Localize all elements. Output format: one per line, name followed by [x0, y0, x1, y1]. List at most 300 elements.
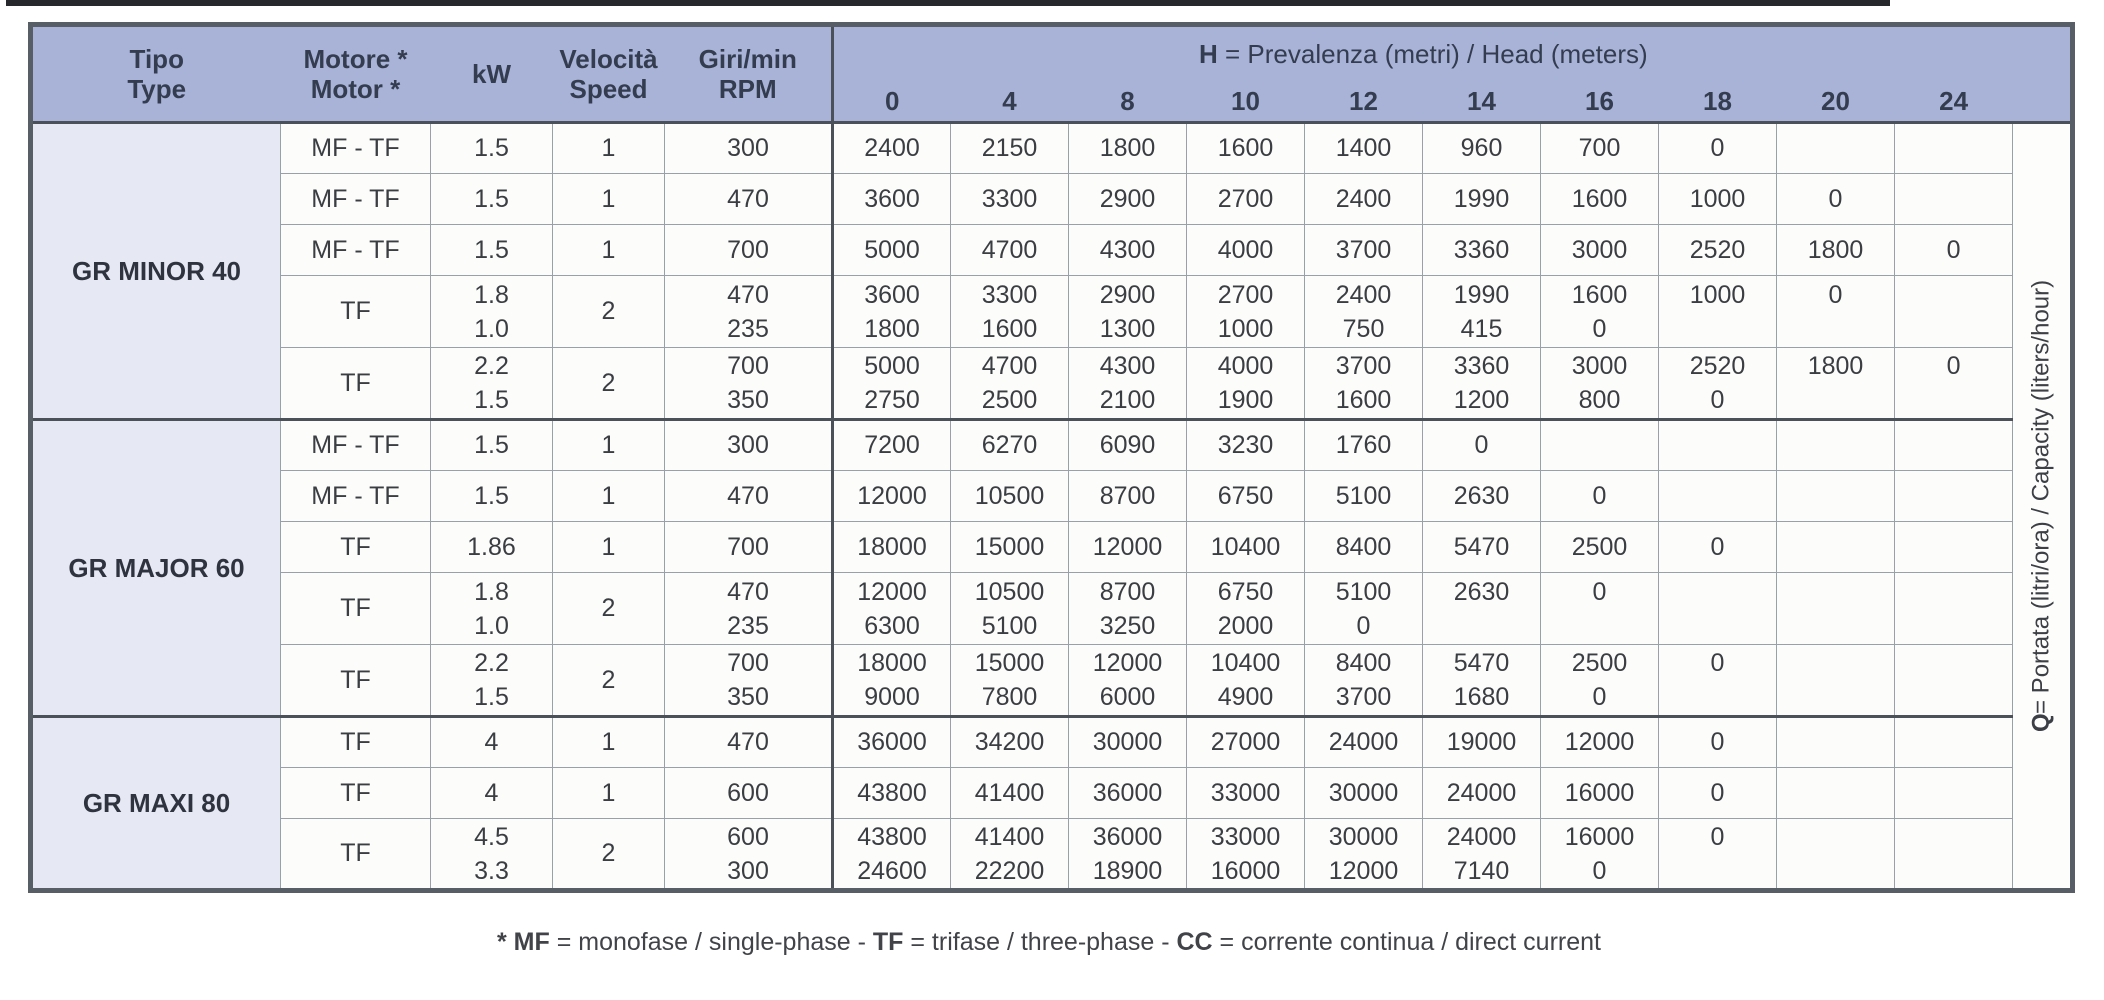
rpm-cell-line: 235 — [727, 611, 769, 640]
motor-cell: MF - TF — [281, 123, 431, 174]
capacity-cell-line: 0 — [1592, 577, 1607, 606]
header-velocita-line2: Speed — [569, 74, 648, 104]
capacity-cell-line — [1895, 383, 2012, 417]
table-row — [31, 123, 2073, 174]
capacity-cell: 12000 — [833, 471, 951, 522]
capacity-cell: 0 — [1895, 225, 2013, 276]
header-rpm-line2: RPM — [718, 74, 777, 104]
capacity-cell-line: 4000 — [1217, 352, 1274, 380]
motor-cell: TF — [281, 573, 431, 645]
capacity-cell: 10400 — [1187, 522, 1305, 573]
header-rpm-line1: Giri/min — [698, 44, 797, 74]
rpm-cell: 470 — [665, 471, 833, 522]
kw-cell: 1.5 — [431, 174, 553, 225]
capacity-cell-line — [1659, 312, 1776, 346]
capacity-cell-line — [1895, 854, 2012, 888]
capacity-cell: 2900 — [1069, 174, 1187, 225]
capacity-cell-line: 12000 — [857, 577, 927, 606]
capacity-cell — [1777, 819, 1895, 891]
capacity-cell-line: 3600 — [864, 280, 920, 309]
capacity-cell-line: 2520 — [1689, 352, 1746, 380]
capacity-cell-line: 8400 — [1335, 649, 1392, 677]
footnote-segment: TF — [872, 928, 904, 956]
capacity-cell-line: 0 — [1710, 386, 1725, 414]
capacity-cell-line: 18000 — [857, 649, 927, 677]
capacity-cell — [1895, 420, 2013, 471]
kw-cell — [431, 819, 553, 891]
capacity-cell: 24000 — [1305, 717, 1423, 768]
table-row — [31, 645, 2073, 717]
footnote-segment: = corrente continua / direct current — [1212, 928, 1601, 956]
capacity-cell — [1069, 573, 1187, 645]
kw-cell-line: 1.8 — [474, 577, 509, 606]
rpm-cell-line: 470 — [727, 577, 769, 606]
capacity-cell: 6270 — [951, 420, 1069, 471]
capacity-cell-line: 6300 — [864, 611, 920, 640]
head-value-18: 18 — [1659, 81, 1777, 123]
head-value-14: 14 — [1423, 81, 1541, 123]
capacity-cell-line: 36000 — [1092, 822, 1163, 851]
capacity-cell — [833, 348, 951, 420]
header-velocita-line1: Velocità — [559, 44, 658, 74]
capacity-cell — [1187, 348, 1305, 420]
capacity-cell — [1895, 471, 2013, 522]
capacity-cell: 0 — [1423, 420, 1541, 471]
capacity-cell-line: 1990 — [1453, 280, 1510, 309]
head-value-4: 4 — [951, 81, 1069, 123]
motor-cell: TF — [281, 645, 431, 717]
capacity-cell: 0 — [1659, 123, 1777, 174]
capacity-cell — [1069, 819, 1187, 891]
kw-cell: 1.86 — [431, 522, 553, 573]
capacity-cell — [1187, 276, 1305, 348]
header-motore-line1: Motore * — [303, 44, 408, 74]
capacity-cell — [1659, 645, 1777, 717]
rpm-cell: 300 — [665, 420, 833, 471]
capacity-cell: 3300 — [951, 174, 1069, 225]
capacity-cell: 5000 — [833, 225, 951, 276]
capacity-cell-line: 2000 — [1217, 611, 1274, 640]
head-value-12: 12 — [1305, 81, 1423, 123]
capacity-cell — [951, 819, 1069, 891]
capacity-cell — [1895, 819, 2013, 891]
footnote-segment: = trifase / three-phase - — [903, 928, 1177, 956]
capacity-cell-line: 415 — [1460, 314, 1503, 343]
capacity-cell-line: 10400 — [1210, 649, 1281, 677]
capacity-cell-line: 2400 — [1335, 280, 1392, 309]
column-header-q-corner — [2013, 25, 2073, 123]
capacity-cell-line: 4700 — [981, 352, 1038, 380]
capacity-cell — [1541, 819, 1659, 891]
speed-cell: 1 — [553, 174, 665, 225]
head-value-20: 20 — [1777, 81, 1895, 123]
kw-cell: 1.5 — [431, 123, 553, 174]
capacity-cell-line: 1600 — [1335, 386, 1392, 414]
capacity-cell: 1600 — [1187, 123, 1305, 174]
capacity-cell: 2500 — [1541, 522, 1659, 573]
capacity-cell: 8700 — [1069, 471, 1187, 522]
capacity-cell: 5470 — [1423, 522, 1541, 573]
rpm-cell — [665, 276, 833, 348]
capacity-cell — [951, 645, 1069, 717]
capacity-cell — [1777, 420, 1895, 471]
head-group-prefix: H — [1199, 38, 1218, 69]
capacity-cell-line — [1777, 383, 1894, 417]
capacity-cell — [1187, 819, 1305, 891]
rpm-cell: 470 — [665, 717, 833, 768]
capacity-cell-line: 1680 — [1453, 683, 1510, 711]
kw-cell: 1.5 — [431, 225, 553, 276]
capacity-cell-line — [1895, 278, 2012, 312]
capacity-cell-line — [1777, 680, 1894, 714]
rpm-cell: 700 — [665, 225, 833, 276]
capacity-cell — [833, 276, 951, 348]
capacity-cell: 41400 — [951, 768, 1069, 819]
capacity-cell — [833, 645, 951, 717]
capacity-cell: 18000 — [833, 522, 951, 573]
rpm-cell — [665, 645, 833, 717]
kw-cell-line: 1.8 — [474, 280, 509, 309]
capacity-cell — [1659, 471, 1777, 522]
capacity-cell: 1800 — [1777, 225, 1895, 276]
motor-cell: TF — [281, 522, 431, 573]
capacity-cell-line: 1000 — [1217, 314, 1274, 343]
capacity-cell — [1541, 645, 1659, 717]
capacity-cell: 2400 — [1305, 174, 1423, 225]
rpm-cell: 700 — [665, 522, 833, 573]
header-motore-line2: Motor * — [310, 74, 401, 104]
capacity-cell: 1400 — [1305, 123, 1423, 174]
capacity-cell — [1305, 819, 1423, 891]
capacity-cell-line: 3300 — [981, 280, 1038, 309]
capacity-cell-line: 5100 — [1335, 577, 1392, 606]
capacity-cell-line: 4300 — [1099, 352, 1156, 380]
capacity-cell — [1541, 420, 1659, 471]
capacity-cell-line — [1659, 609, 1776, 643]
header-tipo-line2: Type — [127, 74, 187, 104]
kw-cell: 4 — [431, 717, 553, 768]
capacity-cell — [1777, 645, 1895, 717]
section-name: GR MINOR 40 — [31, 123, 281, 420]
speed-cell: 2 — [553, 348, 665, 420]
capacity-cell-line: 2500 — [981, 386, 1038, 414]
motor-cell: TF — [281, 768, 431, 819]
capacity-cell — [1659, 276, 1777, 348]
column-header-kw — [431, 25, 553, 123]
speed-cell: 1 — [553, 123, 665, 174]
kw-cell-line: 2.2 — [474, 352, 509, 380]
capacity-cell-line: 12000 — [1328, 856, 1399, 885]
footnote-segment: CC — [1176, 928, 1213, 956]
head-value-8: 8 — [1069, 81, 1187, 123]
head-value-0: 0 — [833, 81, 951, 123]
capacity-cell — [1777, 348, 1895, 420]
capacity-cell-line: 3000 — [1571, 352, 1628, 380]
speed-cell: 1 — [553, 420, 665, 471]
capacity-cell — [1659, 420, 1777, 471]
kw-cell-line: 1.5 — [474, 683, 509, 711]
capacity-cell: 2150 — [951, 123, 1069, 174]
capacity-cell-line — [1777, 820, 1894, 854]
capacity-cell-line: 0 — [1592, 683, 1607, 711]
speed-cell: 2 — [553, 645, 665, 717]
kw-cell: 1.5 — [431, 471, 553, 522]
speed-cell: 1 — [553, 522, 665, 573]
capacity-cell: 2700 — [1187, 174, 1305, 225]
capacity-cell — [1777, 768, 1895, 819]
capacity-cell: 3700 — [1305, 225, 1423, 276]
capacity-cell — [1777, 522, 1895, 573]
q-axis-label-cell — [2013, 123, 2073, 891]
capacity-cell: 24000 — [1423, 768, 1541, 819]
capacity-cell — [1777, 573, 1895, 645]
capacity-cell-line: 2630 — [1453, 577, 1510, 606]
capacity-cell — [1659, 348, 1777, 420]
capacity-cell-line: 0 — [1828, 280, 1843, 309]
capacity-cell: 3600 — [833, 174, 951, 225]
table-row — [31, 573, 2073, 645]
kw-cell-line: 2.2 — [474, 649, 509, 677]
capacity-cell-line: 24000 — [1446, 822, 1517, 851]
capacity-cell-line: 9000 — [864, 683, 920, 711]
capacity-cell — [1069, 645, 1187, 717]
capacity-cell: 6090 — [1069, 420, 1187, 471]
section-name: GR MAJOR 60 — [31, 420, 281, 717]
capacity-cell — [1305, 348, 1423, 420]
capacity-cell: 0 — [1659, 768, 1777, 819]
capacity-cell-line — [1777, 646, 1894, 680]
capacity-cell: 960 — [1423, 123, 1541, 174]
capacity-cell — [1895, 645, 2013, 717]
head-value-10: 10 — [1187, 81, 1305, 123]
rpm-cell-line: 600 — [727, 822, 769, 851]
capacity-cell-line: 2900 — [1099, 280, 1156, 309]
capacity-cell: 12000 — [1541, 717, 1659, 768]
capacity-cell — [1777, 471, 1895, 522]
capacity-cell: 0 — [1659, 522, 1777, 573]
rpm-cell-line: 700 — [727, 649, 769, 677]
capacity-cell-line — [1659, 680, 1776, 714]
capacity-cell-line: 2500 — [1571, 649, 1628, 677]
table-row — [31, 522, 2073, 573]
table-row — [31, 348, 2073, 420]
capacity-cell-line: 7800 — [981, 683, 1038, 711]
capacity-cell — [951, 276, 1069, 348]
motor-cell: TF — [281, 276, 431, 348]
capacity-cell-line: 1600 — [1571, 280, 1628, 309]
capacity-cell-line: 1000 — [1689, 280, 1746, 309]
kw-cell — [431, 276, 553, 348]
capacity-cell-line — [1777, 854, 1894, 888]
capacity-cell: 3000 — [1541, 225, 1659, 276]
rpm-cell-line: 300 — [727, 856, 769, 885]
capacity-cell — [1423, 348, 1541, 420]
capacity-cell-line: 10500 — [974, 577, 1045, 606]
capacity-cell-line: 24600 — [857, 856, 927, 885]
table-row — [31, 225, 2073, 276]
capacity-cell: 4000 — [1187, 225, 1305, 276]
capacity-cell: 30000 — [1069, 717, 1187, 768]
capacity-cell-line: 750 — [1342, 314, 1385, 343]
capacity-cell-line: 2700 — [1217, 280, 1274, 309]
table-row — [31, 174, 2073, 225]
capacity-cell-line — [1895, 646, 2012, 680]
capacity-cell — [1777, 276, 1895, 348]
rpm-cell-line: 235 — [727, 314, 769, 343]
capacity-cell: 7200 — [833, 420, 951, 471]
column-header-tipo — [31, 25, 281, 123]
capacity-cell — [833, 573, 951, 645]
capacity-cell-line: 5470 — [1453, 649, 1510, 677]
motor-cell: MF - TF — [281, 420, 431, 471]
table-row — [31, 471, 2073, 522]
capacity-cell-line: 3360 — [1453, 352, 1510, 380]
capacity-cell — [1777, 717, 1895, 768]
capacity-cell — [951, 348, 1069, 420]
rpm-cell-line: 700 — [727, 352, 769, 380]
capacity-cell: 15000 — [951, 522, 1069, 573]
kw-cell: 1.5 — [431, 420, 553, 471]
capacity-cell — [1895, 717, 2013, 768]
capacity-cell — [1305, 573, 1423, 645]
head-value-24: 24 — [1895, 81, 2013, 123]
capacity-cell: 3360 — [1423, 225, 1541, 276]
capacity-cell-line: 18900 — [1092, 856, 1163, 885]
capacity-cell-line: 43800 — [857, 822, 927, 851]
kw-cell-line: 1.0 — [474, 314, 509, 343]
rpm-cell: 470 — [665, 174, 833, 225]
capacity-cell — [1895, 573, 2013, 645]
rpm-cell: 600 — [665, 768, 833, 819]
head-value-16: 16 — [1541, 81, 1659, 123]
capacity-cell — [1541, 573, 1659, 645]
capacity-cell: 36000 — [833, 717, 951, 768]
speed-cell: 2 — [553, 276, 665, 348]
capacity-cell-line: 6000 — [1099, 683, 1156, 711]
capacity-cell-line: 3700 — [1335, 352, 1392, 380]
capacity-cell-line: 5000 — [864, 352, 920, 380]
capacity-cell-line — [1895, 312, 2012, 346]
capacity-cell: 0 — [1541, 471, 1659, 522]
column-header-velocita — [553, 25, 665, 123]
capacity-cell-line — [1777, 609, 1894, 643]
header-tipo-line1: Tipo — [129, 44, 184, 74]
q-axis-label: Q = Portata (litri/ora) / Capacity (liters/hour) — [2027, 279, 2055, 733]
capacity-cell: 6750 — [1187, 471, 1305, 522]
capacity-cell: 0 — [1777, 174, 1895, 225]
capacity-cell-line — [1895, 609, 2012, 643]
head-group-label: = Prevalenza (metri) / Head (meters) — [1217, 38, 1648, 69]
capacity-cell-line: 16000 — [1564, 822, 1635, 851]
capacity-cell: 0 — [1659, 717, 1777, 768]
capacity-cell: 2400 — [833, 123, 951, 174]
table-row — [31, 768, 2073, 819]
motor-cell: TF — [281, 819, 431, 891]
capacity-cell — [1659, 573, 1777, 645]
kw-cell: 4 — [431, 768, 553, 819]
table-row — [31, 819, 2073, 891]
capacity-cell — [1541, 348, 1659, 420]
motor-cell: MF - TF — [281, 174, 431, 225]
footnote-segment: * MF — [497, 928, 550, 956]
capacity-cell: 34200 — [951, 717, 1069, 768]
capacity-cell — [1895, 768, 2013, 819]
capacity-cell — [1895, 522, 2013, 573]
capacity-cell-line: 0 — [1710, 649, 1725, 677]
header-kw-line1: kW — [472, 59, 511, 89]
speed-cell: 2 — [553, 819, 665, 891]
capacity-cell-line: 1800 — [864, 314, 920, 343]
section-name: GR MAXI 80 — [31, 717, 281, 891]
speed-cell: 1 — [553, 717, 665, 768]
column-header-motore — [281, 25, 431, 123]
capacity-cell-line: 33000 — [1210, 822, 1281, 851]
capacity-cell-line — [1659, 575, 1776, 609]
column-header-head-group — [833, 25, 2013, 81]
capacity-cell-line: 2750 — [864, 386, 920, 414]
capacity-cell-line: 2100 — [1099, 386, 1156, 414]
capacity-cell — [1541, 276, 1659, 348]
kw-cell-line: 1.5 — [474, 386, 509, 414]
capacity-cell: 2630 — [1423, 471, 1541, 522]
column-header-rpm — [665, 25, 833, 123]
speed-cell: 1 — [553, 225, 665, 276]
capacity-cell: 1600 — [1541, 174, 1659, 225]
capacity-cell — [1423, 276, 1541, 348]
kw-cell — [431, 645, 553, 717]
capacity-cell: 4300 — [1069, 225, 1187, 276]
capacity-cell-line: 7140 — [1453, 856, 1510, 885]
capacity-cell — [1895, 123, 2013, 174]
motor-cell: MF - TF — [281, 225, 431, 276]
capacity-cell: 36000 — [1069, 768, 1187, 819]
speed-cell: 1 — [553, 471, 665, 522]
capacity-cell-line: 0 — [1946, 352, 1961, 380]
capacity-cell: 700 — [1541, 123, 1659, 174]
capacity-cell-line: 1900 — [1217, 386, 1274, 414]
capacity-cell — [1777, 123, 1895, 174]
speed-cell: 2 — [553, 573, 665, 645]
footnote-segment: = monofase / single-phase - — [549, 928, 873, 956]
capacity-cell-line: 0 — [1710, 822, 1725, 851]
capacity-cell: 27000 — [1187, 717, 1305, 768]
capacity-cell — [1187, 573, 1305, 645]
capacity-cell-line: 5100 — [981, 611, 1038, 640]
pump-capacity-table — [28, 22, 2075, 893]
capacity-cell-line: 15000 — [974, 649, 1045, 677]
capacity-cell-line: 1600 — [981, 314, 1038, 343]
capacity-cell: 16000 — [1541, 768, 1659, 819]
capacity-cell: 2520 — [1659, 225, 1777, 276]
capacity-cell-line: 41400 — [974, 822, 1045, 851]
capacity-cell-line: 16000 — [1210, 856, 1281, 885]
capacity-cell-line: 6750 — [1217, 577, 1274, 606]
capacity-cell-line — [1423, 609, 1540, 643]
capacity-cell — [1305, 276, 1423, 348]
capacity-cell-line — [1659, 854, 1776, 888]
capacity-cell-line: 12000 — [1092, 649, 1163, 677]
capacity-cell-line: 30000 — [1328, 822, 1399, 851]
capacity-cell-line: 800 — [1578, 386, 1621, 414]
capacity-cell-line: 0 — [1356, 611, 1371, 640]
capacity-cell: 3230 — [1187, 420, 1305, 471]
capacity-cell-line: 0 — [1592, 314, 1607, 343]
capacity-cell: 1760 — [1305, 420, 1423, 471]
capacity-cell — [1305, 645, 1423, 717]
speed-cell: 1 — [553, 768, 665, 819]
capacity-cell — [1423, 645, 1541, 717]
capacity-cell-line — [1777, 575, 1894, 609]
